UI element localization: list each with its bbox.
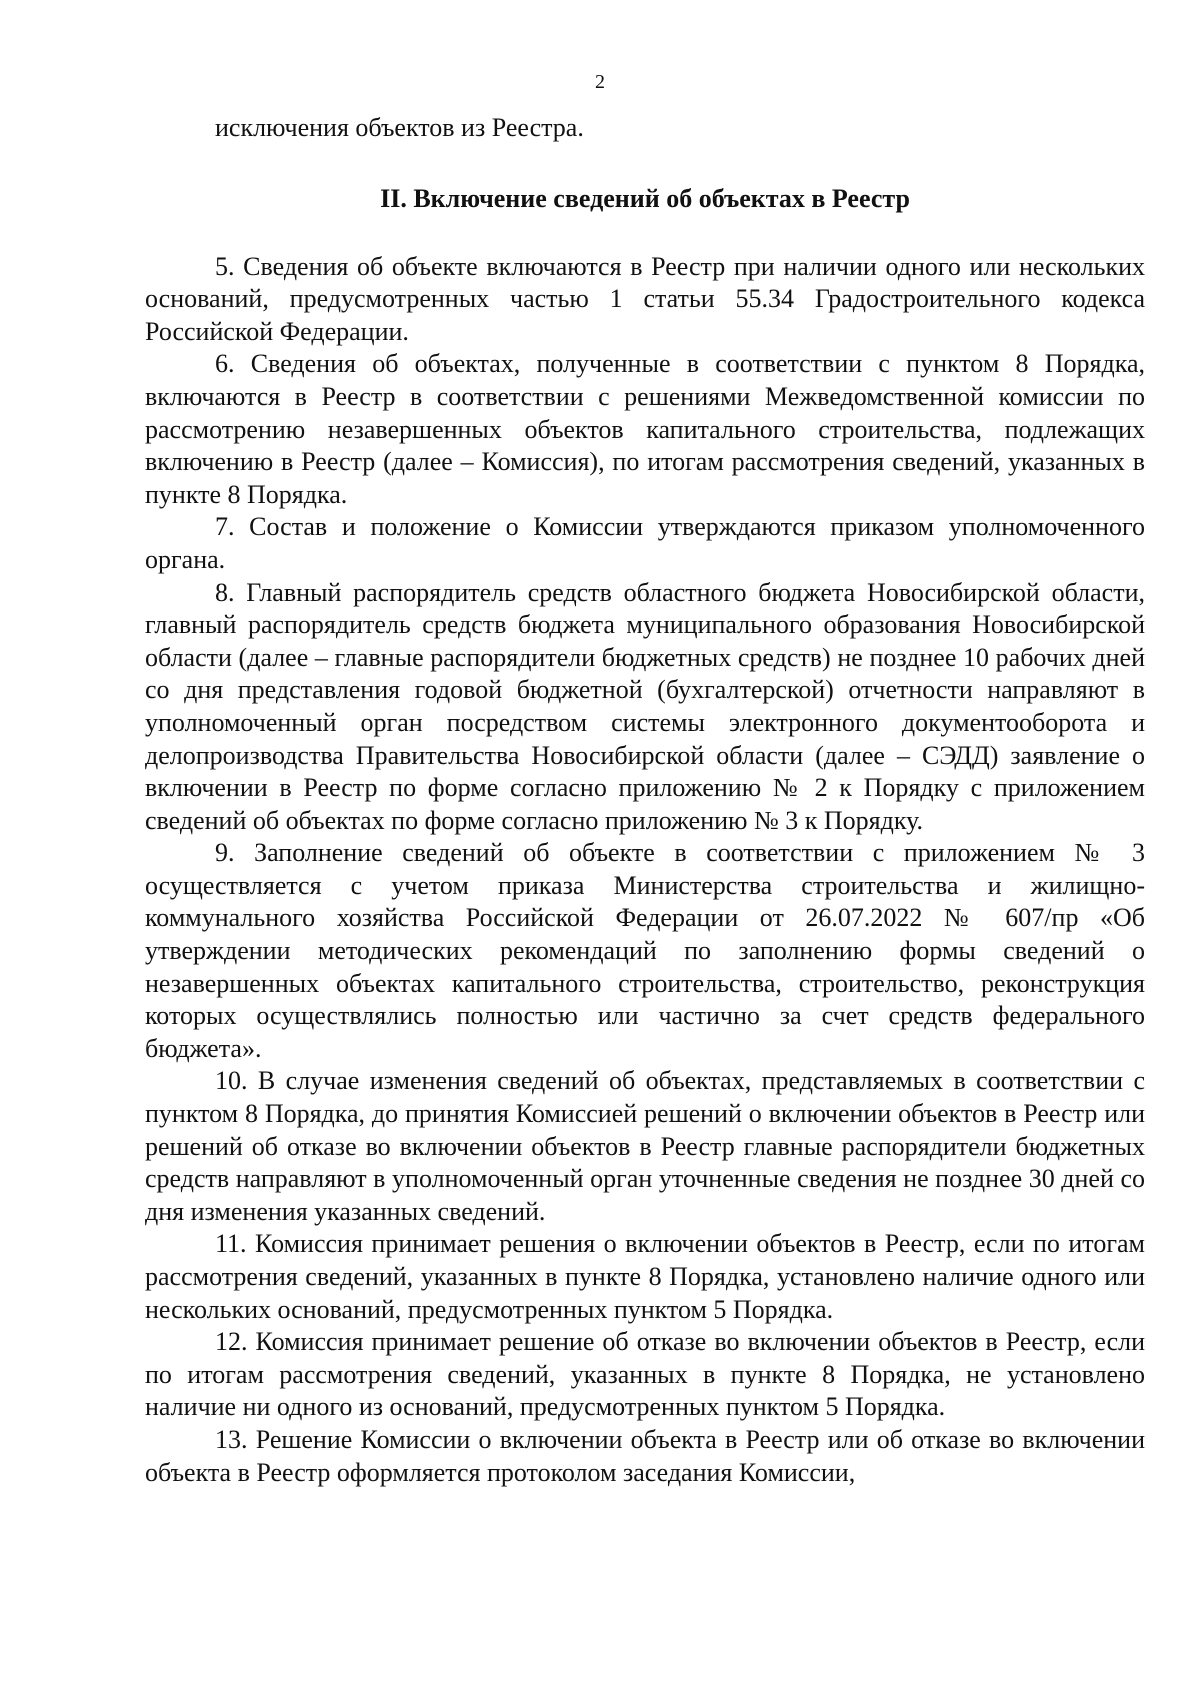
section-heading: II. Включение сведений об объектах в Реестр <box>380 183 910 213</box>
paragraph-13: 13. Решение Комиссии о включении объекта в Реестр или об отказе во включении объекта в Реестр оформляется протоколом заседания Комиссии, <box>145 1424 1145 1487</box>
paragraph-10: 10. В случае изменения сведений об объектах, представляемых в соответствии с пунктом 8 Порядка, до принятия Комиссией решений о включении объектов в Реестр или решений об отказе во включении объектов в Реестр главные распорядители бюджетных средств направляют в уполномоченный орган уточненные сведения не позднее 30 дней со дня изменения указанных сведений. <box>145 1066 1145 1226</box>
paragraph-8: 8. Главный распорядитель средств областного бюджета Новосибирской области, главный распорядитель средств бюджета муниципального образования Новосибирской области (далее – главные распорядители бюджетных средств) не позднее 10 рабочих дней со дня представления годовой бюджетной (бухгалтерской) отчетности направляют в уполномоченный орган посредством системы электронного документооборота и делопроизводства Правительства Новосибирской области (далее – СЭДД) заявление о включении в Реестр по форме согласно приложению № 2 к Порядку с приложением сведений об объектах по форме согласно приложению № 3 к Порядку. <box>145 577 1145 835</box>
paragraph-7: 7. Состав и положение о Комиссии утверждаются приказом уполномоченного органа. <box>145 512 1145 574</box>
paragraph-12: 12. Комиссия принимает решение об отказе во включении объектов в Реестр, если по итогам рассмотрения сведений, указанных в пункте 8 Порядка, не установлено наличие ни одного из оснований, предусмотренных пунктом 5 Порядка. <box>145 1327 1145 1422</box>
document-body <box>145 112 1145 1489</box>
paragraph-11: 11. Комиссия принимает решения о включении объектов в Реестр, если по итогам рассмотрения сведений, указанных в пункте 8 Порядка, установлено наличие одного или нескольких оснований, предусмотренных пунктом 5 Порядка. <box>145 1229 1145 1324</box>
paragraph-6: 6. Сведения об объектах, полученные в соответствии с пунктом 8 Порядка, включаются в Реестр в соответствии с решениями Межведомственной комиссии по рассмотрению незавершенных объектов капитального строительства, подлежащих включению в Реестр (далее – Комиссия), по итогам рассмотрения сведений, указанных в пункте 8 Порядка. <box>145 349 1145 509</box>
paragraph-5: 5. Сведения об объекте включаются в Реестр при наличии одного или нескольких оснований, предусмотренных частью 1 статьи 55.34 Градостроительного кодекса Российской Федерации. <box>145 251 1145 346</box>
page-number: 2 <box>595 71 605 93</box>
continued-text: исключения объектов из Реестра. <box>215 113 584 142</box>
paragraph-9: 9. Заполнение сведений об объекте в соответствии с приложением № 3 осуществляется с учетом приказа Министерства строительства и жилищно-коммунального хозяйства Российской Федерации от 26.07.2022 № 607/пр «Об утверждении методических рекомендаций по заполнению формы сведений о незавершенных объектах капитального строительства, строительство, реконструкция которых осуществлялись полностью или частично за счет средств федерального бюджета». <box>145 838 1145 1063</box>
